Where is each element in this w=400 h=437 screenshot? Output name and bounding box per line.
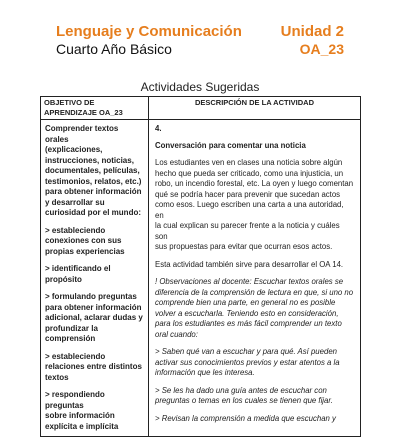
grade-subtitle: Cuarto Año Básico <box>56 41 172 57</box>
objective-line: para obtener información <box>45 187 142 196</box>
observation-line: ! Observaciones al docente: Escuchar textos orales se <box>155 277 344 286</box>
objective-line: conexiones con sus <box>45 236 122 245</box>
activity-cell <box>149 120 361 437</box>
header-left <box>56 24 242 57</box>
objective-line: (explicaciones, <box>45 145 103 154</box>
description-column-header: DESCRIPCIÓN DE LA ACTIVIDAD <box>149 97 361 120</box>
objective-line: textos <box>45 372 69 382</box>
objective-line: instrucciones, noticias, <box>45 155 134 165</box>
observation-bullet <box>155 414 354 425</box>
objective-line <box>45 219 144 226</box>
objective-line: > formulando preguntas <box>45 292 137 301</box>
objective-line: > identificando el <box>45 264 111 273</box>
objective-line: relaciones entre distintos <box>45 362 142 371</box>
activities-table <box>40 96 361 437</box>
header-line: APRENDIZAJE OA_23 <box>44 108 123 117</box>
table-header-row <box>41 97 361 120</box>
objective-line: explícita e implícita <box>45 421 119 431</box>
objective-line: documentales, películas, <box>45 166 140 175</box>
objective-line <box>45 383 144 390</box>
section-title: Actividades Sugeridas <box>140 80 260 94</box>
objective-line: Comprender textos orales <box>45 124 119 144</box>
observation-bullets <box>155 340 354 424</box>
objective-line: > estableciendo <box>45 225 106 235</box>
observation-bullet <box>155 386 354 407</box>
objective-line <box>45 345 144 352</box>
bullet-line: > Se les ha dado una guía antes de escuchar con <box>155 385 327 395</box>
observation-bullet <box>155 347 354 379</box>
table-row <box>41 120 361 437</box>
objective-line: para obtener información <box>45 302 142 312</box>
objective-column-header <box>41 97 149 120</box>
observation-line: diferencia de la comprensión de lectura en que, si uno no <box>155 287 354 297</box>
teacher-observations <box>155 277 354 340</box>
subject-title: Lenguaje y Comunicación <box>56 23 242 40</box>
description-line: hecho que pueda ser criticado, como una injusticia, un <box>155 168 344 178</box>
objective-line: > estableciendo <box>45 351 106 361</box>
description-line: sus propuestas para evitar que ocurran esos actos. <box>155 242 333 251</box>
description-line: qué se podría hacer para prevenir que sucedan actos <box>155 189 341 199</box>
activity-description <box>155 158 354 253</box>
bullet-line: información que les interesa. <box>155 368 255 377</box>
header-line: OBJETIVO DE <box>44 98 95 107</box>
objective-line: sobre información <box>45 411 115 420</box>
objective-line: propósito <box>45 274 82 284</box>
objective-line <box>45 285 144 292</box>
observation-line: volver a escucharla. Teniendo esto en consideración, <box>155 308 339 318</box>
objective-line: y desarrollar su <box>45 197 105 207</box>
observation-line: comprende bien una parte, en general no es posible <box>155 298 336 307</box>
objective-line: curiosidad por el mundo: <box>45 208 142 217</box>
bullet-line: > Saben qué van a escuchar y para qué. Así pueden <box>155 347 337 356</box>
objective-line: adicional, aclarar dudas y <box>45 313 143 322</box>
observation-line: oral cuando: <box>155 329 198 339</box>
objective-line: testimonios, relatos, etc.) <box>45 176 142 186</box>
objective-line: comprensión <box>45 334 96 343</box>
description-line: Los estudiantes ven en clases una noticia sobre algún <box>155 158 343 167</box>
observation-line: para los estudiantes es más fácil comprender un texto <box>155 319 342 328</box>
description-line: como esos. Luego escriben una carta a una autoridad, en <box>155 200 344 220</box>
objective-line: profundizar la <box>45 323 98 333</box>
description-line: robo, un incendio forestal, etc. La oyen y luego comentan <box>155 179 354 188</box>
bullet-line: preguntas o temas en los cuales se tienen que fijar. <box>155 396 333 405</box>
objective-line: > respondiendo preguntas <box>45 390 105 410</box>
unit-label: Unidad 2 <box>280 23 344 40</box>
objective-line <box>45 257 144 264</box>
objective-line: propias experiencias <box>45 246 125 256</box>
oa-code: OA_23 <box>299 41 344 57</box>
also-develop-note: Esta actividad también sirve para desarrollar el OA 14. <box>155 259 344 269</box>
objective-cell <box>41 120 149 437</box>
bullet-line: > Revisan la comprensión a medida que escuchan y <box>155 413 336 423</box>
activity-number: 4. <box>155 124 162 133</box>
description-line: la cual explican su parecer frente a la noticia y cuáles son <box>155 221 340 241</box>
activity-title: Conversación para comentar una noticia <box>155 140 306 150</box>
bullet-line: activar sus conocimientos previos y estar atentos a la <box>155 357 340 367</box>
header-right <box>281 24 344 57</box>
